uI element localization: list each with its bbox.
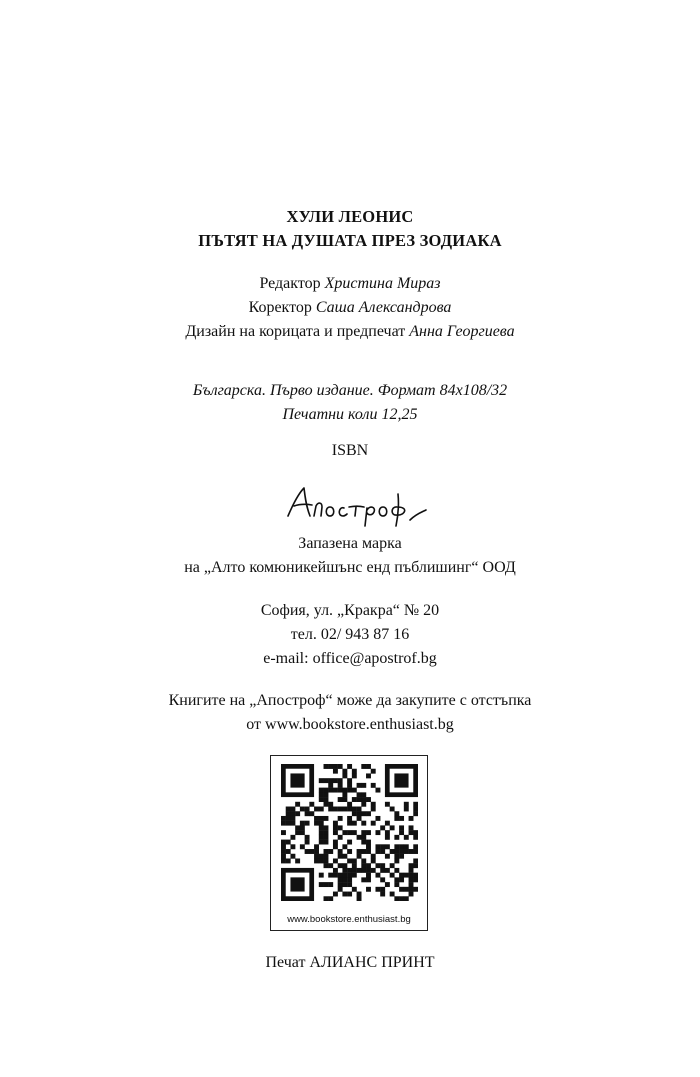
proofreader-name: Саша Александрова	[315, 299, 452, 316]
isbn-label: ISBN	[331, 442, 369, 459]
book-title: ПЪТЯТ НА ДУШАТА ПРЕЗ ЗОДИАКА	[198, 231, 502, 250]
publisher-email: e-mail: office@apostrof.bg	[263, 650, 437, 667]
editor-name: Христина Мираз	[324, 275, 441, 292]
printed-sheets: Печатни коли 12,25	[282, 406, 418, 423]
designer-role: Дизайн на корицата и предпечат	[185, 323, 410, 340]
apostrof-logo	[270, 480, 430, 530]
designer-name: Анна Георгиева	[409, 323, 515, 340]
qr-code-box	[270, 755, 428, 931]
proofreader-credit	[0, 297, 700, 319]
qr-code	[281, 764, 418, 901]
trademark-line: Запазена марка	[298, 535, 402, 552]
editor-credit	[0, 273, 700, 295]
designer-credit	[0, 321, 700, 343]
store-url: от www.bookstore.enthusiast.bg	[246, 716, 454, 733]
printer-info: Печат АЛИАНС ПРИНТ	[265, 954, 435, 971]
proofreader-role: Коректор	[248, 299, 316, 316]
author-name: ХУЛИ ЛЕОНИС	[286, 207, 414, 226]
edition-info: Българска. Първо издание. Формат 84х108/32	[192, 382, 508, 399]
store-note: Книгите на „Апостроф“ може да закупите с отстъпка	[168, 692, 532, 709]
publisher-address: София, ул. „Кракра“ № 20	[260, 602, 440, 619]
editor-role: Редактор	[259, 275, 325, 292]
publisher-phone: тел. 02/ 943 87 16	[290, 626, 410, 643]
qr-caption: www.bookstore.enthusiast.bg	[287, 914, 411, 925]
trademark-owner: на „Алто комюникейшънс енд пъблишинг“ ООД	[184, 559, 516, 576]
